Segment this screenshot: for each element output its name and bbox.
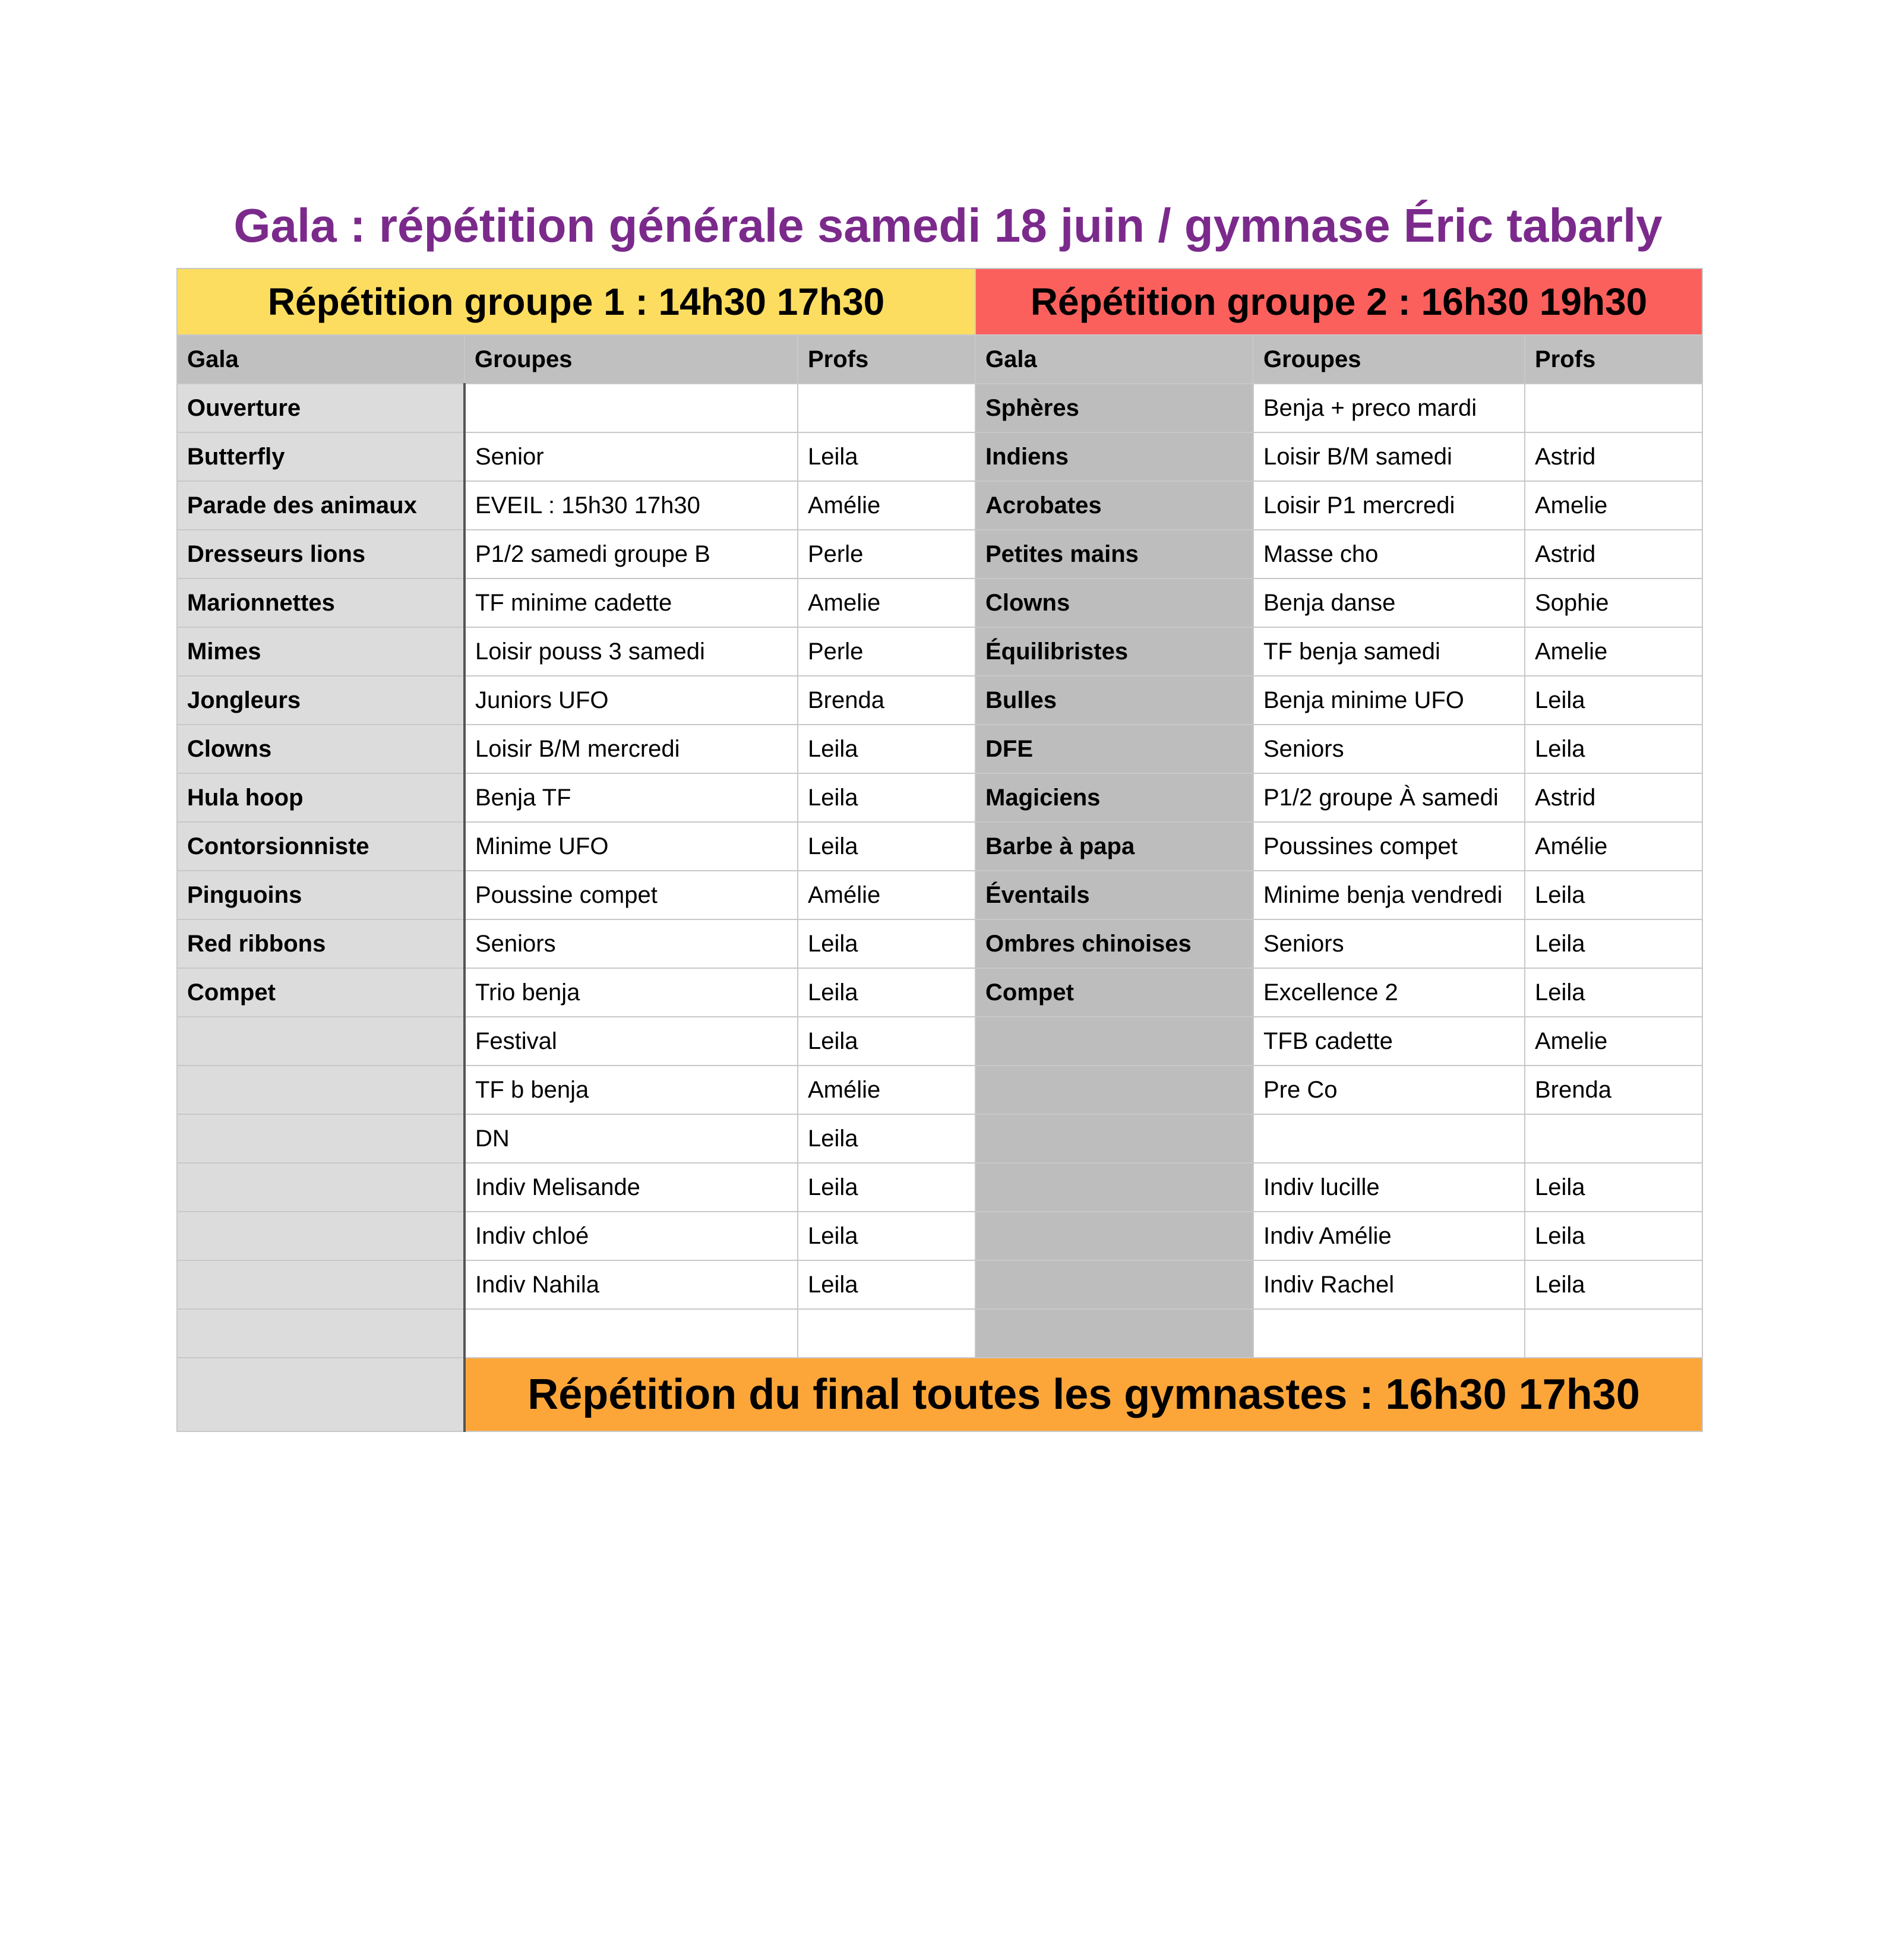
group1-gala-cell: Pinguoins xyxy=(177,871,464,919)
group2-gala-cell xyxy=(975,1309,1253,1358)
group1-gala-cell: Contorsionniste xyxy=(177,822,464,871)
group1-groupes-cell: Indiv Nahila xyxy=(464,1260,798,1309)
group2-gala-cell xyxy=(975,1163,1253,1212)
group1-groupes-cell: Festival xyxy=(464,1017,798,1066)
group1-profs-cell: Amélie xyxy=(798,481,975,530)
table-row xyxy=(177,968,1702,1017)
group2-groupes-cell: Minime benja vendredi xyxy=(1253,871,1525,919)
table-row xyxy=(177,1163,1702,1212)
group1-profs-cell: Leila xyxy=(798,1017,975,1066)
group1-profs-cell: Leila xyxy=(798,1212,975,1260)
table-row xyxy=(177,1309,1702,1358)
group1-gala-cell: Jongleurs xyxy=(177,676,464,725)
group2-profs-cell xyxy=(1525,1114,1702,1163)
group2-profs-cell: Leila xyxy=(1525,725,1702,773)
table-row xyxy=(177,1260,1702,1309)
table-row xyxy=(177,578,1702,627)
group2-profs-cell xyxy=(1525,384,1702,432)
group2-gala-cell: Éventails xyxy=(975,871,1253,919)
group1-profs-cell: Perle xyxy=(798,530,975,578)
table-row xyxy=(177,1066,1702,1114)
group2-groupes-header: Groupes xyxy=(1253,335,1525,384)
group1-gala-cell: Dresseurs lions xyxy=(177,530,464,578)
group1-groupes-cell: Indiv Melisande xyxy=(464,1163,798,1212)
group1-gala-cell: Red ribbons xyxy=(177,919,464,968)
group2-profs-cell: Brenda xyxy=(1525,1066,1702,1114)
group1-groupes-cell: DN xyxy=(464,1114,798,1163)
page-title: Gala : répétition générale samedi 18 juin / gymnase Éric tabarly xyxy=(233,199,1663,252)
table-row xyxy=(177,725,1702,773)
group2-groupes-cell: Seniors xyxy=(1253,725,1525,773)
group2-profs-header: Profs xyxy=(1525,335,1702,384)
group2-groupes-cell: Seniors xyxy=(1253,919,1525,968)
group2-profs-cell: Leila xyxy=(1525,1260,1702,1309)
group2-gala-cell: Barbe à papa xyxy=(975,822,1253,871)
group1-gala-cell: Ouverture xyxy=(177,384,464,432)
group2-groupes-cell: Loisir B/M samedi xyxy=(1253,432,1525,481)
table-row xyxy=(177,822,1702,871)
table-row xyxy=(177,773,1702,822)
group2-groupes-cell: Excellence 2 xyxy=(1253,968,1525,1017)
group2-profs-cell: Leila xyxy=(1525,676,1702,725)
group1-groupes-cell: Loisir B/M mercredi xyxy=(464,725,798,773)
group1-profs-cell: Leila xyxy=(798,773,975,822)
group1-groupes-header: Groupes xyxy=(464,335,798,384)
group2-gala-cell: Bulles xyxy=(975,676,1253,725)
rehearsal-schedule-table xyxy=(176,268,1703,1432)
group2-profs-cell: Leila xyxy=(1525,1163,1702,1212)
group1-gala-cell: Clowns xyxy=(177,725,464,773)
group1-gala-cell: Compet xyxy=(177,968,464,1017)
group1-profs-cell: Amelie xyxy=(798,578,975,627)
table-row xyxy=(177,432,1702,481)
group1-profs-cell: Perle xyxy=(798,627,975,676)
table-row xyxy=(177,1017,1702,1066)
group1-groupes-cell: Minime UFO xyxy=(464,822,798,871)
group2-profs-cell: Leila xyxy=(1525,871,1702,919)
table-row xyxy=(177,530,1702,578)
group1-gala-cell xyxy=(177,1017,464,1066)
table-row xyxy=(177,627,1702,676)
table-row xyxy=(177,481,1702,530)
group2-gala-cell: Acrobates xyxy=(975,481,1253,530)
group1-groupes-cell: Juniors UFO xyxy=(464,676,798,725)
group1-groupes-cell: Senior xyxy=(464,432,798,481)
group1-groupes-cell: Poussine compet xyxy=(464,871,798,919)
group2-profs-cell xyxy=(1525,1309,1702,1358)
group1-profs-header: Profs xyxy=(798,335,975,384)
group2-groupes-cell: Indiv lucille xyxy=(1253,1163,1525,1212)
group2-profs-cell: Amelie xyxy=(1525,1017,1702,1066)
group1-gala-cell: Marionnettes xyxy=(177,578,464,627)
group1-gala-cell: Hula hoop xyxy=(177,773,464,822)
group2-profs-cell: Amelie xyxy=(1525,481,1702,530)
group1-profs-cell: Leila xyxy=(798,1163,975,1212)
group2-gala-cell: Équilibristes xyxy=(975,627,1253,676)
group2-profs-cell: Astrid xyxy=(1525,530,1702,578)
group1-profs-cell: Leila xyxy=(798,725,975,773)
group2-profs-cell: Amelie xyxy=(1525,627,1702,676)
group2-profs-cell: Astrid xyxy=(1525,773,1702,822)
group2-groupes-cell: Indiv Rachel xyxy=(1253,1260,1525,1309)
group2-gala-cell xyxy=(975,1212,1253,1260)
group-banners-row xyxy=(177,268,1702,335)
table-row xyxy=(177,384,1702,432)
group2-profs-cell: Astrid xyxy=(1525,432,1702,481)
group1-groupes-cell: Indiv chloé xyxy=(464,1212,798,1260)
group2-groupes-cell: Loisir P1 mercredi xyxy=(1253,481,1525,530)
group1-profs-cell: Leila xyxy=(798,822,975,871)
group2-groupes-cell: Indiv Amélie xyxy=(1253,1212,1525,1260)
group2-gala-cell: Sphères xyxy=(975,384,1253,432)
table-row xyxy=(177,871,1702,919)
group1-groupes-cell: P1/2 samedi groupe B xyxy=(464,530,798,578)
group1-groupes-cell: Seniors xyxy=(464,919,798,968)
group1-gala-cell xyxy=(177,1066,464,1114)
group2-groupes-cell: TFB cadette xyxy=(1253,1017,1525,1066)
group2-profs-cell: Leila xyxy=(1525,1212,1702,1260)
group2-gala-cell xyxy=(975,1114,1253,1163)
group2-groupes-cell: Poussines compet xyxy=(1253,822,1525,871)
group1-gala-cell: Parade des animaux xyxy=(177,481,464,530)
group2-groupes-cell: Benja danse xyxy=(1253,578,1525,627)
group2-groupes-cell: Benja + preco mardi xyxy=(1253,384,1525,432)
group2-gala-cell: Ombres chinoises xyxy=(975,919,1253,968)
group1-gala-cell xyxy=(177,1212,464,1260)
table-row xyxy=(177,919,1702,968)
group1-profs-cell: Amélie xyxy=(798,871,975,919)
group1-profs-cell: Leila xyxy=(798,968,975,1017)
group1-groupes-cell xyxy=(464,384,798,432)
group1-gala-cell: Butterfly xyxy=(177,432,464,481)
group2-groupes-cell: Pre Co xyxy=(1253,1066,1525,1114)
group1-groupes-cell: Trio benja xyxy=(464,968,798,1017)
group1-groupes-cell: TF b benja xyxy=(464,1066,798,1114)
group2-groupes-cell xyxy=(1253,1114,1525,1163)
group2-gala-cell xyxy=(975,1260,1253,1309)
final-banner-row xyxy=(177,1358,1702,1431)
group1-banner: Répétition groupe 1 : 14h30 17h30 xyxy=(177,268,975,335)
group1-groupes-cell: Loisir pouss 3 samedi xyxy=(464,627,798,676)
group1-gala-cell xyxy=(177,1163,464,1212)
group2-gala-cell xyxy=(975,1066,1253,1114)
group2-groupes-cell xyxy=(1253,1309,1525,1358)
group2-groupes-cell: Benja minime UFO xyxy=(1253,676,1525,725)
group2-gala-header: Gala xyxy=(975,335,1253,384)
group2-gala-cell: Indiens xyxy=(975,432,1253,481)
table-row xyxy=(177,1114,1702,1163)
group2-gala-cell: Magiciens xyxy=(975,773,1253,822)
group1-profs-cell: Leila xyxy=(798,432,975,481)
group2-groupes-cell: Masse cho xyxy=(1253,530,1525,578)
final-row-gala-cell xyxy=(177,1358,464,1431)
group2-banner: Répétition groupe 2 : 16h30 19h30 xyxy=(975,268,1702,335)
group2-groupes-cell: TF benja samedi xyxy=(1253,627,1525,676)
group2-gala-cell: Clowns xyxy=(975,578,1253,627)
group2-gala-cell: Petites mains xyxy=(975,530,1253,578)
group1-profs-cell: Leila xyxy=(798,1114,975,1163)
group1-groupes-cell: EVEIL : 15h30 17h30 xyxy=(464,481,798,530)
group1-groupes-cell: Benja TF xyxy=(464,773,798,822)
group1-profs-cell xyxy=(798,1309,975,1358)
group1-profs-cell: Leila xyxy=(798,919,975,968)
group2-gala-cell: Compet xyxy=(975,968,1253,1017)
group1-gala-cell xyxy=(177,1309,464,1358)
column-headers-row xyxy=(177,335,1702,384)
group1-profs-cell: Amélie xyxy=(798,1066,975,1114)
group2-groupes-cell: P1/2 groupe À samedi xyxy=(1253,773,1525,822)
group1-gala-cell xyxy=(177,1114,464,1163)
group1-gala-cell xyxy=(177,1260,464,1309)
table-row xyxy=(177,1212,1702,1260)
group1-gala-header: Gala xyxy=(177,335,464,384)
table-row xyxy=(177,676,1702,725)
group1-profs-cell: Leila xyxy=(798,1260,975,1309)
final-rehearsal-banner: Répétition du final toutes les gymnastes : 16h30 17h30 xyxy=(464,1358,1702,1431)
group1-groupes-cell xyxy=(464,1309,798,1358)
group2-profs-cell: Amélie xyxy=(1525,822,1702,871)
group2-profs-cell: Sophie xyxy=(1525,578,1702,627)
group1-groupes-cell: TF minime cadette xyxy=(464,578,798,627)
group1-profs-cell xyxy=(798,384,975,432)
group2-gala-cell: DFE xyxy=(975,725,1253,773)
group2-gala-cell xyxy=(975,1017,1253,1066)
group2-profs-cell: Leila xyxy=(1525,968,1702,1017)
group2-profs-cell: Leila xyxy=(1525,919,1702,968)
group1-profs-cell: Brenda xyxy=(798,676,975,725)
group1-gala-cell: Mimes xyxy=(177,627,464,676)
